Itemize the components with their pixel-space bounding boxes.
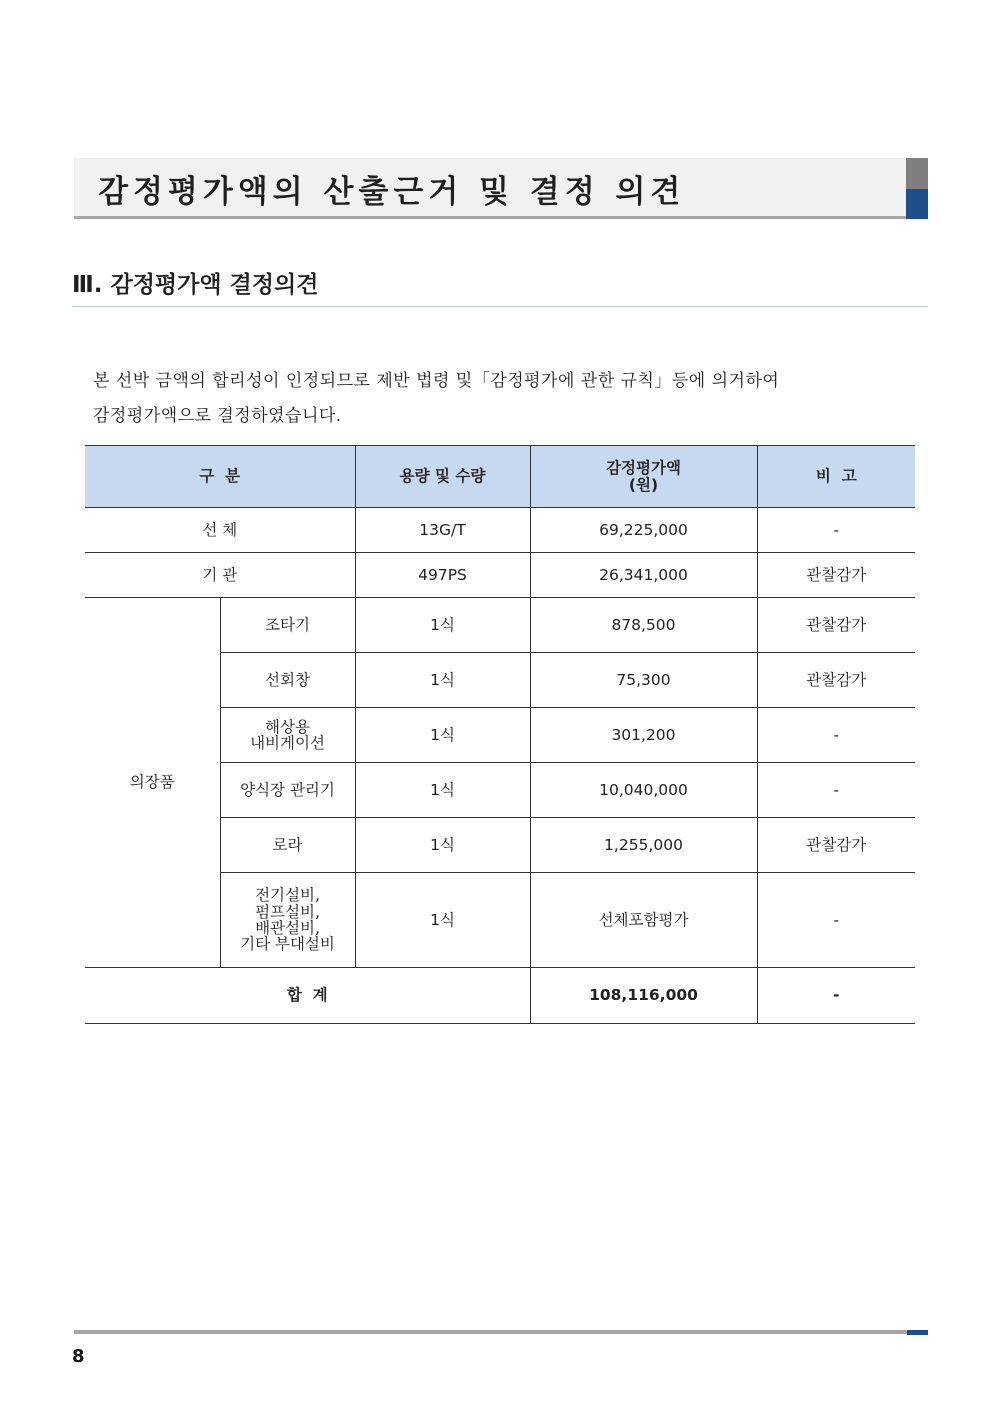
row-capacity: 1식 [355,598,530,653]
header-category: 구 분 [85,446,355,508]
row-capacity: 1식 [355,708,530,763]
row-value: 10,040,000 [530,763,757,818]
row-remark: - [757,508,915,553]
equipment-group-label: 의장품 [85,598,220,968]
table-row [85,598,915,653]
section-heading: Ⅲ. 감정평가액 결정의견 [72,272,319,298]
row-item: 선회창 [220,653,355,708]
row-item: 양식장 관리기 [220,763,355,818]
row-capacity: 497PS [355,553,530,598]
paragraph-line-1: 본 선박 금액의 합리성이 인정되므로 제반 법령 및「감정평가에 관한 규칙」등에 의거하여 [93,371,780,391]
row-remark: - [757,873,915,968]
section-divider [72,306,928,307]
total-remark: - [757,968,915,1024]
row-capacity: 1식 [355,818,530,873]
valuation-table [85,445,915,1024]
page-title-bar [74,158,906,219]
table-row [85,508,915,553]
row-value: 301,200 [530,708,757,763]
row-remark: 관찰감가 [757,598,915,653]
footer-accent [907,1330,928,1335]
row-remark: 관찰감가 [757,553,915,598]
row-value: 878,500 [530,598,757,653]
row-remark: 관찰감가 [757,653,915,708]
row-capacity: 1식 [355,653,530,708]
header-value: 감정평가액 (원) [530,446,757,508]
row-value: 26,341,000 [530,553,757,598]
row-capacity: 1식 [355,873,530,968]
header-remark: 비 고 [757,446,915,508]
title-accent-blue [906,189,928,219]
row-remark: - [757,708,915,763]
row-remark: - [757,763,915,818]
row-item: 조타기 [220,598,355,653]
row-value: 75,300 [530,653,757,708]
row-value: 1,255,000 [530,818,757,873]
table-header-row [85,446,915,508]
paragraph-line-2: 감정평가액으로 결정하였습니다. [93,406,342,426]
total-label: 합 계 [85,968,530,1024]
row-capacity: 13G/T [355,508,530,553]
table-total-row [85,968,915,1024]
title-accent-gray [906,158,928,189]
row-item: 해상용 내비게이션 [220,708,355,763]
row-remark: 관찰감가 [757,818,915,873]
total-value: 108,116,000 [530,968,757,1024]
table-row [85,553,915,598]
page-number: 8 [72,1346,85,1367]
row-value: 선체포함평가 [530,873,757,968]
row-value: 69,225,000 [530,508,757,553]
row-item: 전기설비, 펌프설비, 배관설비, 기타 부대설비 [220,873,355,968]
row-item: 로라 [220,818,355,873]
row-capacity: 1식 [355,763,530,818]
page-title: 감정평가액의 산출근거 및 결정 의견 [98,174,686,210]
footer-rule [74,1330,907,1334]
row-category: 선 체 [85,508,355,553]
row-category: 기 관 [85,553,355,598]
header-capacity: 용량 및 수량 [355,446,530,508]
